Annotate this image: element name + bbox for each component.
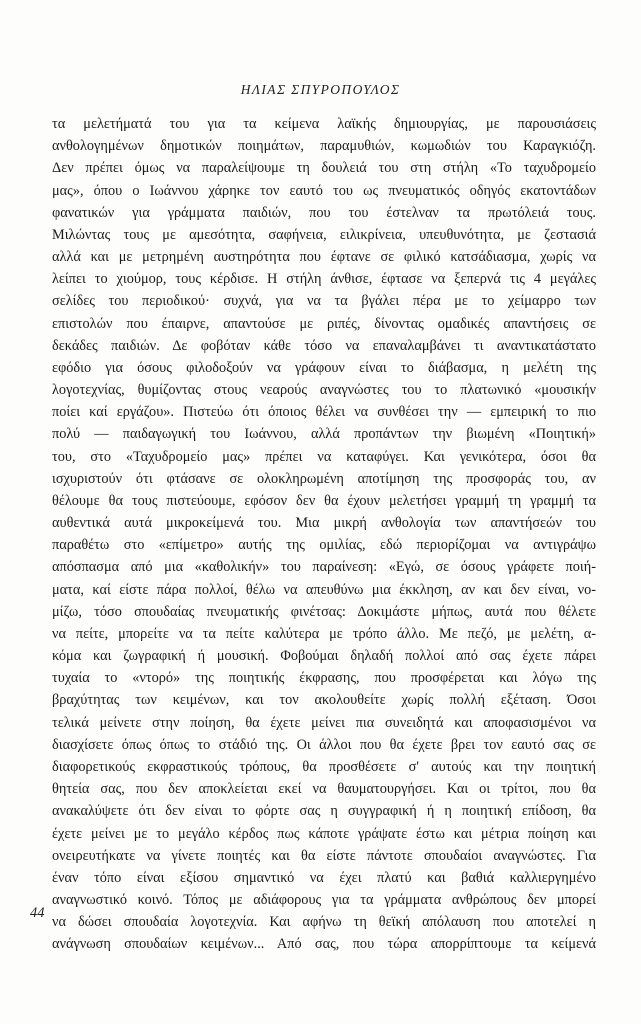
text-line: σελίδες του περιοδικού· συχνά, για να τα βγάλει πέρα με το χείμαρρο των — [52, 293, 596, 310]
text-line: ισχυριστούν ότι φτάσανε σε ολοκληρωμένη αποτίμηση της προσφοράς του, αν — [52, 470, 596, 487]
text-line: να πείτε, μπορείτε να τα πείτε καλύτερα με τρόπο άλλο. Με πεζό, με μελέτη, α- — [52, 625, 596, 642]
text-line: λογοτεχνίας, θυμίζοντας στους νεαρούς αναγνώστες του το πλατωνικό «μουσικήν — [52, 382, 596, 399]
text-line: κόμα και ζωγραφική ή μουσική. Φοβούμαι δηλαδή πολλοί από σας έχετε πάρει — [52, 648, 596, 665]
text-line: φανατικών για γράμματα παιδιών, που του έστελναν τα πρωτόλειά τους. — [52, 204, 596, 221]
text-line: Δεν πρέπει όμως να παραλείψουμε τη δουλειά του στη στήλη «Το ταχυδρομείο — [52, 160, 596, 177]
text-line: του, στο «Ταχυδρομείο μας» πρέπει να καταφύγει. Και γενικότερα, όσοι θα — [52, 448, 596, 465]
text-line: δεκάδες παιδιών. Δε φοβόταν κάθε τόσο να επαναλαμβάνει τι αναντικατάστατο — [52, 337, 596, 354]
text-line: έναν τόπο είναι εξίσου σημαντικό να έχει πλατύ και βαθιά καλλιεργημένο — [52, 869, 596, 886]
text-line: πολύ — παιδαγωγική του Ιωάννου, αλλά προπάντων την βιωμένη «Ποιητική» — [52, 426, 596, 443]
text-line: ονειρευτήκατε να γίνετε ποιητές και θα είστε πάντοτε σπουδαίοι αναγνώστες. Για — [52, 847, 596, 864]
text-line: ματα, καί είστε πάρα πολλοί, θέλω να απευθύνω μια έκκληση, αν και δεν είναι, νο- — [52, 581, 596, 598]
text-line: θέλουμε θα τους πιστεύουμε, εφόσον δεν θα έχουν μελετήσει γραμμή τη γραμμή τα — [52, 492, 596, 509]
text-line: ανάγνωση σπουδαίων κειμένων... Από σας, που τώρα απορρίπτουμε τα κείμενά — [52, 936, 596, 953]
text-line: ανακαλύψετε ότι δεν είναι το φόρτε σας η συγγραφική ή η ποιητική επίδοση, θα — [52, 803, 596, 820]
text-line: Μιλώντας τους με αμεσότητα, σαφήνεια, ειλικρίνεια, υπευθυνότητα, με ζεστασιά — [52, 226, 596, 243]
text-line: αυθεντικά αυτά μικροκείμενά του. Μια μικρή ανθολογία των απαντήσεών του — [52, 515, 596, 532]
text-line: τα μελετήματά του για τα κείμενα λαϊκής δημιουργίας, με παρουσιάσεις — [52, 116, 596, 132]
text-line: τυχαία το «ντορό» της ποιητικής έκφρασης, που προσφέρεται και λόγω της — [52, 670, 596, 687]
text-line: απόσπασμα από μια «καθολικήν» του παραίνεση: «Εγώ, σε όσους γράφετε ποιή- — [52, 559, 596, 576]
text-line: μας», όπου ο Ιωάννου χάρηκε τον εαυτό του ως πνευματικός οδηγός εκατοντάδων — [52, 182, 596, 199]
text-line: λείπει το χιούμορ, τους κέρδισε. Η στήλη άνθισε, έφτασε να ξεπερνά τις 4 μεγάλες — [52, 271, 596, 288]
text-line: θητεία σας, που δεν αποκλείεται εκεί να θαυματουργήσει. Και οι τρίτοι, που θα — [52, 781, 596, 798]
text-line: διασχίσετε όπως όπως το στάδιό της. Οι άλλοι που θα έχετε βρει τον εαυτό σας σε — [52, 736, 596, 753]
text-line: να δώσει σπουδαία λογοτεχνία. Και αφήνω τη θεϊκή απόλαυση που αποτελεί η — [52, 914, 596, 931]
text-line: έχετε μείνει με το μεγάλο κέρδος πως κάποτε γράψατε έστω και μέτρια ποίηση και — [52, 825, 596, 842]
body-text — [52, 113, 596, 956]
text-line: αλλά και με μετρημένη αυστηρότητα που έφτανε σε φιλικό κατσάδιασμα, χωρίς να — [52, 249, 596, 266]
text-line: μίζω, τόσο σπουδαίας πνευματικής φινέτσας: Δοκιμάστε μήπως, αυτά που θέλετε — [52, 603, 596, 620]
text-line: επιστολών που έπαιρνε, απαντούσε με ριπές, δίνοντας ομαδικές απαντήσεις σε — [52, 315, 596, 332]
text-line: ανθολογημένων δημοτικών ποιημάτων, παραμυθιών, κωμωδιών του Καραγκιόζη. — [52, 138, 596, 155]
running-head: ΗΛΙΑΣ ΣΠΥΡΟΠΟΥΛΟΣ — [240, 82, 401, 97]
text-line: διαφορετικούς εκφραστικούς τρόπους, θα προσθέσετε σ' αυτούς και την ποιητική — [52, 758, 596, 775]
text-line: εφόδιο για όσους φιλοδοξούν να γράφουν είναι το διάβασμα, η μελέτη της — [52, 359, 596, 376]
text-line: αναγνωστικό κοινό. Τόπος με αδιάφορους για τα γράμματα ανθρώπους δεν μπορεί — [52, 892, 596, 909]
page-number: 44 — [30, 905, 45, 921]
text-line: παραθέτω στο «επίμετρο» αυτής της ομιλίας, εδώ περιορίζομαι να αντιγράψω — [52, 537, 596, 554]
text-line: τελικά μείνετε στην ποίηση, θα έχετε μείνει πια συνειδητά και αποφασισμένοι να — [52, 714, 596, 731]
text-line: ποίει καί εργάζου». Πιστεύω ότι όποιος θέλει να συνθέσει την — εμπειρική το πιο — [52, 404, 596, 421]
text-line: βραχύτητας των κειμένων, και τον ακολουθείτε χωρίς πολλή εξέταση. Όσοι — [52, 692, 596, 709]
